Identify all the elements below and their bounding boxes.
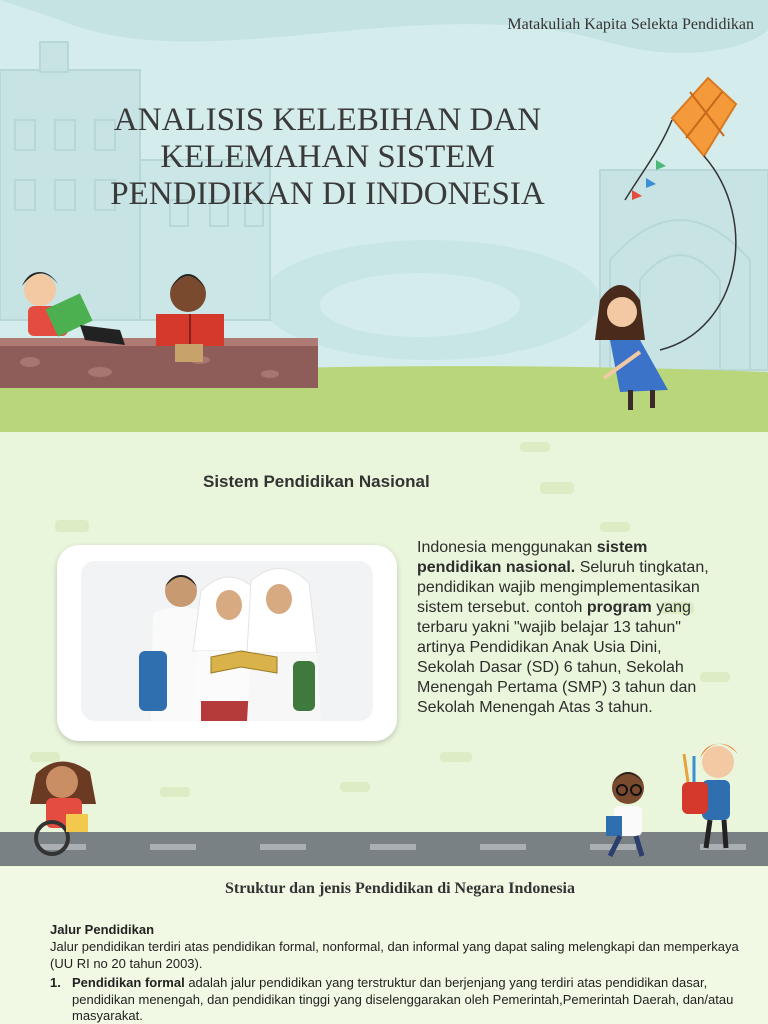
education-path-list <box>50 975 740 1024</box>
students-photo <box>81 561 373 721</box>
students-reading-image <box>81 561 373 721</box>
page-title <box>80 102 575 213</box>
boy-with-glasses-illustration <box>606 772 644 856</box>
list-number: 1. <box>50 975 61 990</box>
stone-wall <box>0 343 318 388</box>
subheading: Jalur Pendidikan <box>50 922 155 937</box>
para-text: yang terbaru yakni "wajib belajar 13 tahun" artinya Pendidikan Anak Usia Dini, Sekolah Dasar (SD) 6 tahun, Sekolah Menengah Pertama (SMP) 3 tahun dan Sekolah Menengah Atas 3 tahun. <box>417 599 697 716</box>
para-text: Indonesia menggunakan <box>417 539 597 556</box>
section-heading: Struktur dan jenis Pendidikan di Negara Indonesia <box>224 880 575 897</box>
photo-frame <box>57 545 397 741</box>
course-label: Matakuliah Kapita Selekta Pendidikan <box>507 16 754 33</box>
title-line: ANALISIS KELEBIHAN DAN <box>113 102 542 138</box>
para-text: Seluruh tingkatan, pendidikan wajib mengimplementasikan sistem tersebut. contoh <box>417 559 709 616</box>
system-description <box>417 538 717 718</box>
title-slide <box>0 0 768 432</box>
section-heading: Sistem Pendidikan Nasional <box>203 472 430 491</box>
boy-with-backpack-illustration <box>682 744 738 848</box>
wheelchair-child-illustration <box>30 761 96 854</box>
education-structure-slide <box>0 867 768 1024</box>
title-line: PENDIDIKAN DI INDONESIA <box>110 176 545 212</box>
slide1-illustration <box>0 0 768 432</box>
list-term: Pendidikan formal <box>72 975 185 990</box>
list-item <box>50 975 740 1024</box>
para-bold: sistem pendidikan nasional. <box>417 539 648 576</box>
intro-text: Jalur pendidikan terdiri atas pendidikan formal, nonformal, dan informal yang dapat saling melengkapi dan memperkaya (UU RI no 20 tahun 2003). <box>50 939 739 971</box>
national-education-slide <box>0 432 768 867</box>
para-bold: program <box>586 599 652 616</box>
cloud-swirl-inner <box>320 273 520 337</box>
slide2-characters <box>0 732 768 867</box>
title-line: KELEMAHAN SISTEM <box>160 139 495 175</box>
list-desc: adalah jalur pendidikan yang terstruktur dan berjenjang yang terdiri atas pendidikan dasar, pendidikan menengah, dan pendidikan tinggi yang diselenggarakan oleh Pemerintah,Pemerintah Daerah, dan/atau masyarakat. <box>72 975 734 1023</box>
